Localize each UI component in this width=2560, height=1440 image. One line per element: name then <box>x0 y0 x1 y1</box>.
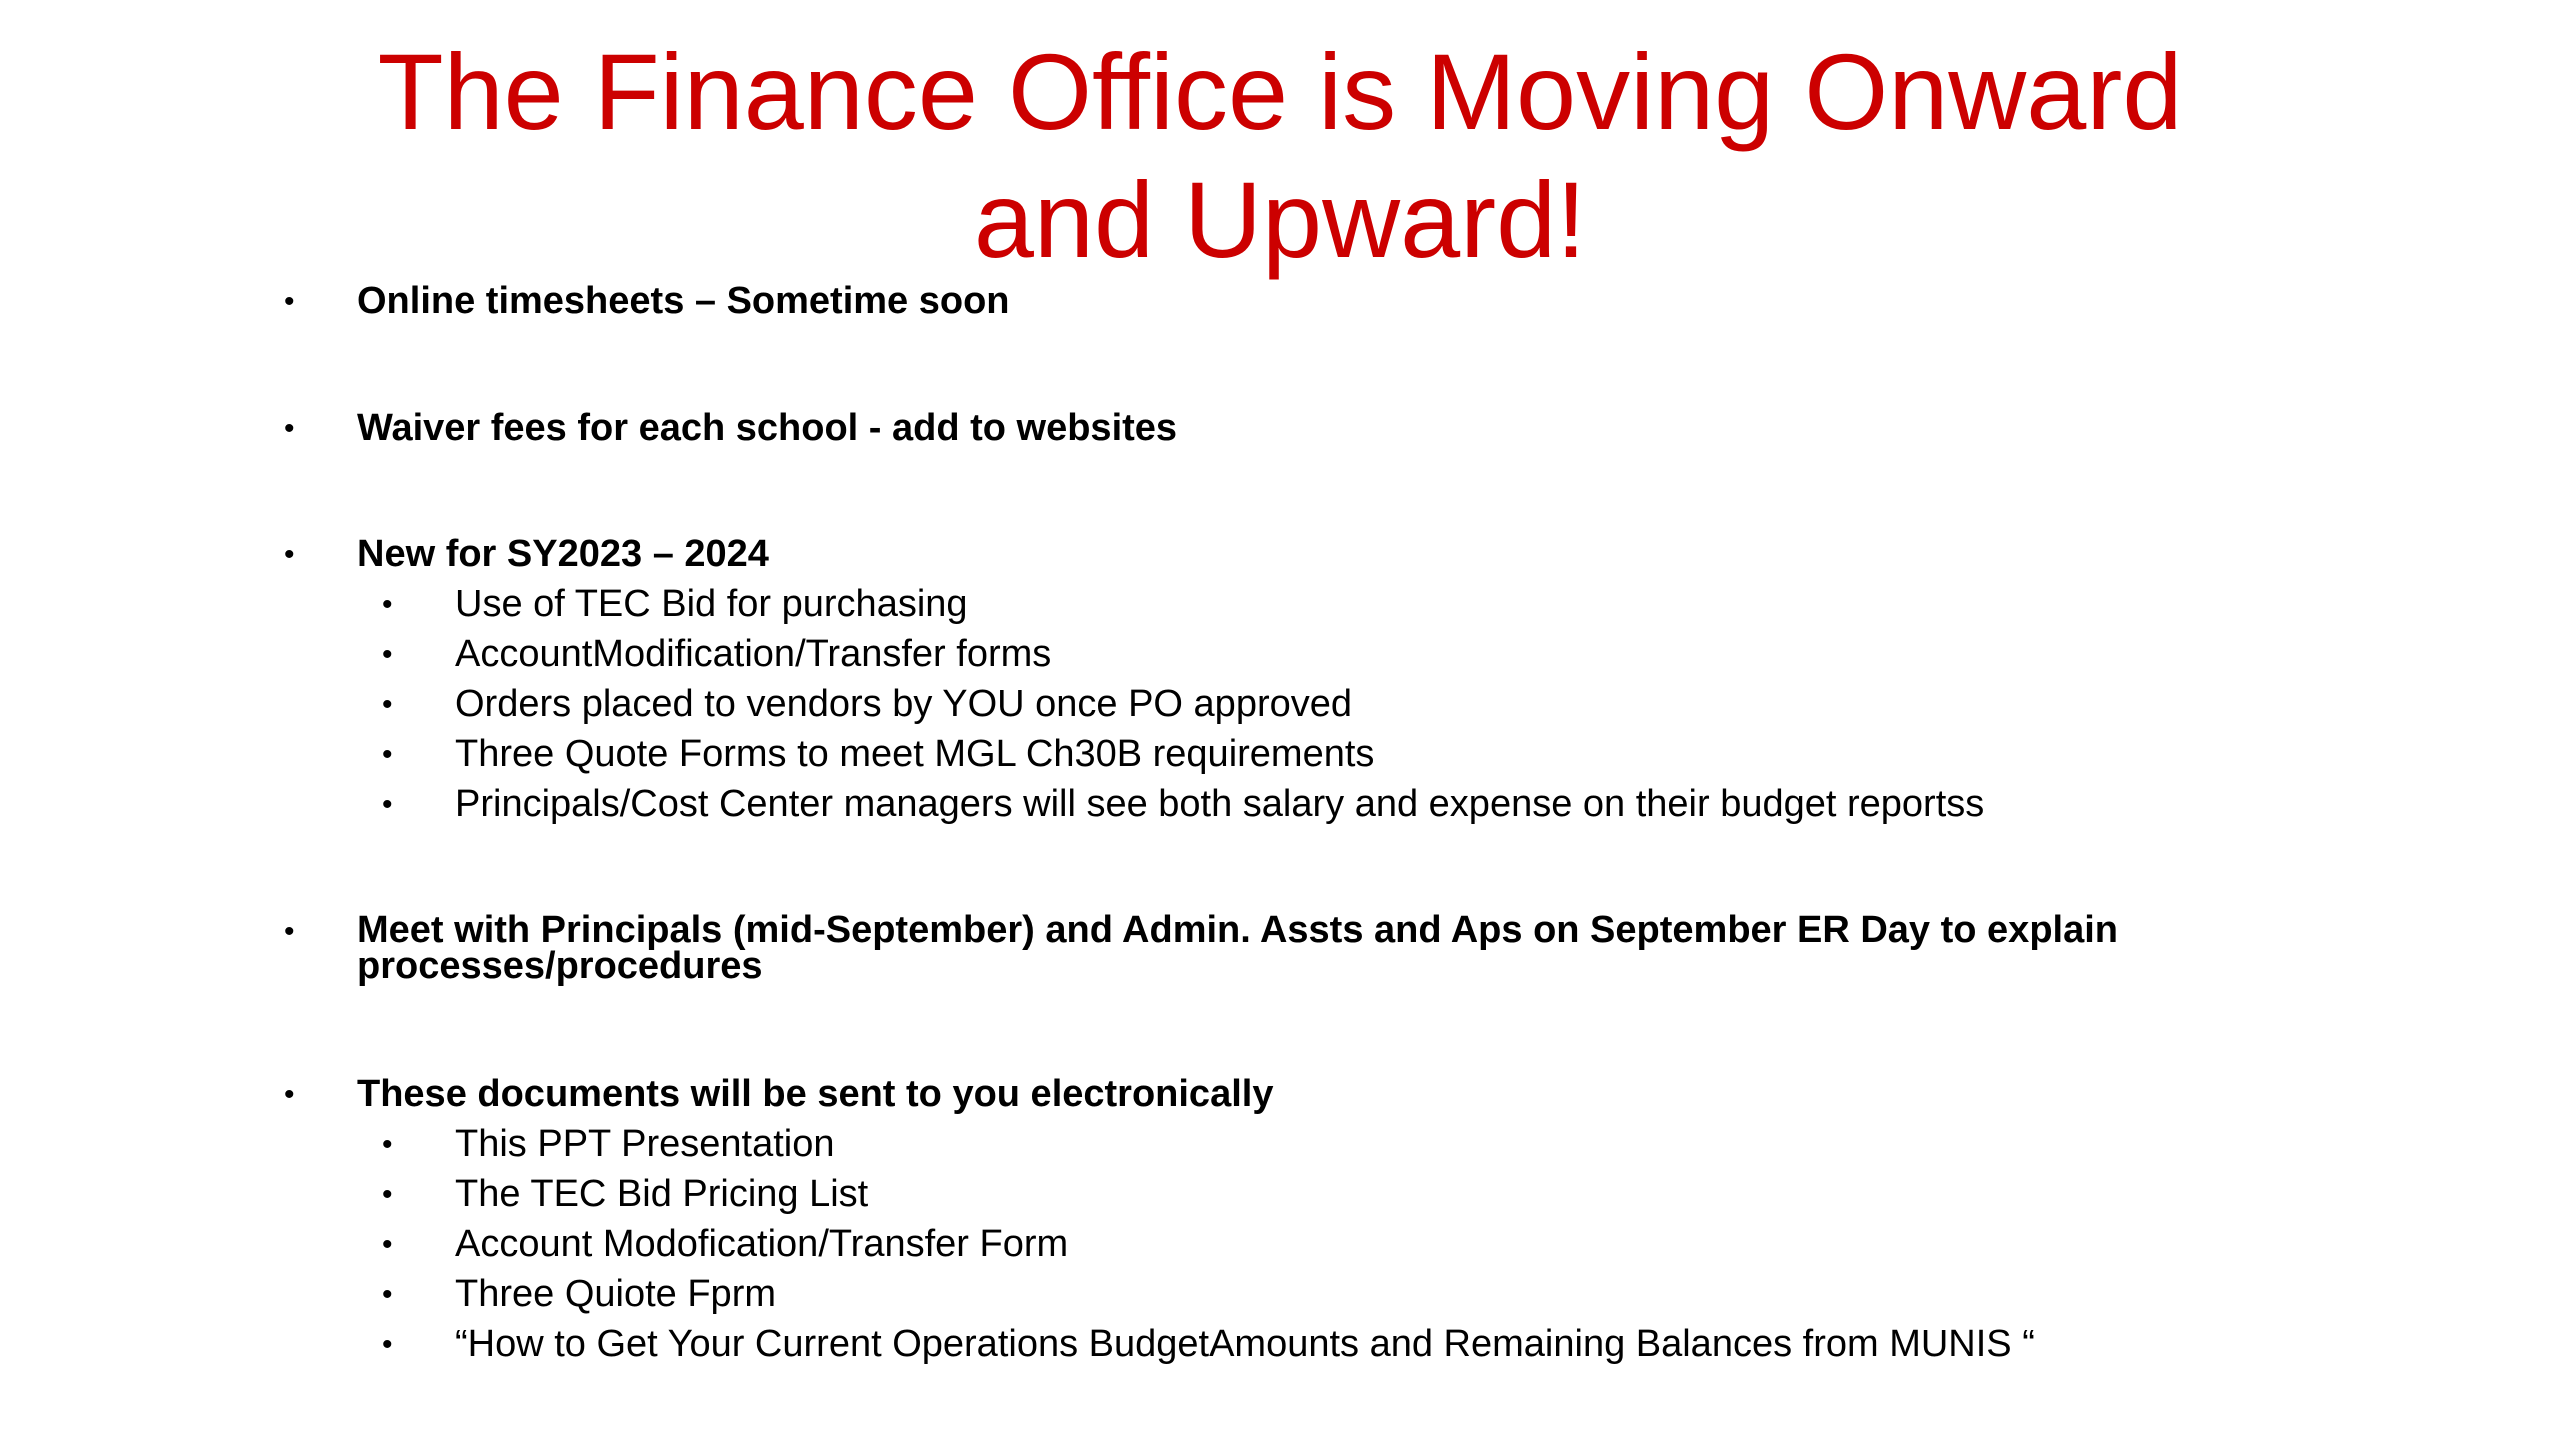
bullet-icon: • <box>284 285 295 318</box>
bullet-icon: • <box>382 1178 393 1211</box>
bullet-icon: • <box>382 688 393 721</box>
list-item-text: These documents will be sent to you electronically <box>357 1073 1274 1115</box>
bullet-icon: • <box>382 738 393 771</box>
sub-list-item-text: Three Quiote Fprm <box>455 1273 776 1315</box>
bullet-icon: • <box>382 638 393 671</box>
bullet-icon: • <box>382 1228 393 1261</box>
bullet-icon: • <box>382 1278 393 1311</box>
bullet-icon: • <box>284 915 295 948</box>
title-line-2: and Upward! <box>973 159 1587 280</box>
sub-list-item-text: Principals/Cost Center managers will see both salary and expense on their budget reportss <box>455 783 1985 825</box>
bullet-icon: • <box>382 788 393 821</box>
list-item-text: Meet with Principals (mid-September) and Admin. Assts and Aps on September ER Day to explain processes/procedures <box>357 909 2118 987</box>
bullet-icon: • <box>382 1328 393 1361</box>
list-item-text: Online timesheets – Sometime soon <box>357 280 1010 322</box>
sub-list-item-text: “How to Get Your Current Operations BudgetAmounts and Remaining Balances from MUNIS “ <box>455 1323 2035 1365</box>
list-item-text: New for SY2023 – 2024 <box>357 533 769 575</box>
title-line-1: The Finance Office is Moving Onward <box>377 31 2183 152</box>
bullet-icon: • <box>284 538 295 571</box>
sub-list-item-text: This PPT Presentation <box>455 1123 835 1165</box>
sub-list-item-text: Account Modofication/Transfer Form <box>455 1223 1069 1265</box>
bullet-icon: • <box>284 1078 295 1111</box>
sub-list-item-text: Use of TEC Bid for purchasing <box>455 583 968 625</box>
slide-title <box>0 28 2560 284</box>
list-item-text: Waiver fees for each school - add to websites <box>357 407 1178 449</box>
sub-list-item-text: Orders placed to vendors by YOU once PO approved <box>455 683 1353 725</box>
sub-list-item-text: Three Quote Forms to meet MGL Ch30B requirements <box>455 733 1375 775</box>
bullet-icon: • <box>382 1128 393 1161</box>
bullet-icon: • <box>284 412 295 445</box>
sub-list-item-text: AccountModification/Transfer forms <box>455 633 1052 675</box>
bullet-icon: • <box>382 588 393 621</box>
sub-list-item-text: The TEC Bid Pricing List <box>455 1173 869 1215</box>
